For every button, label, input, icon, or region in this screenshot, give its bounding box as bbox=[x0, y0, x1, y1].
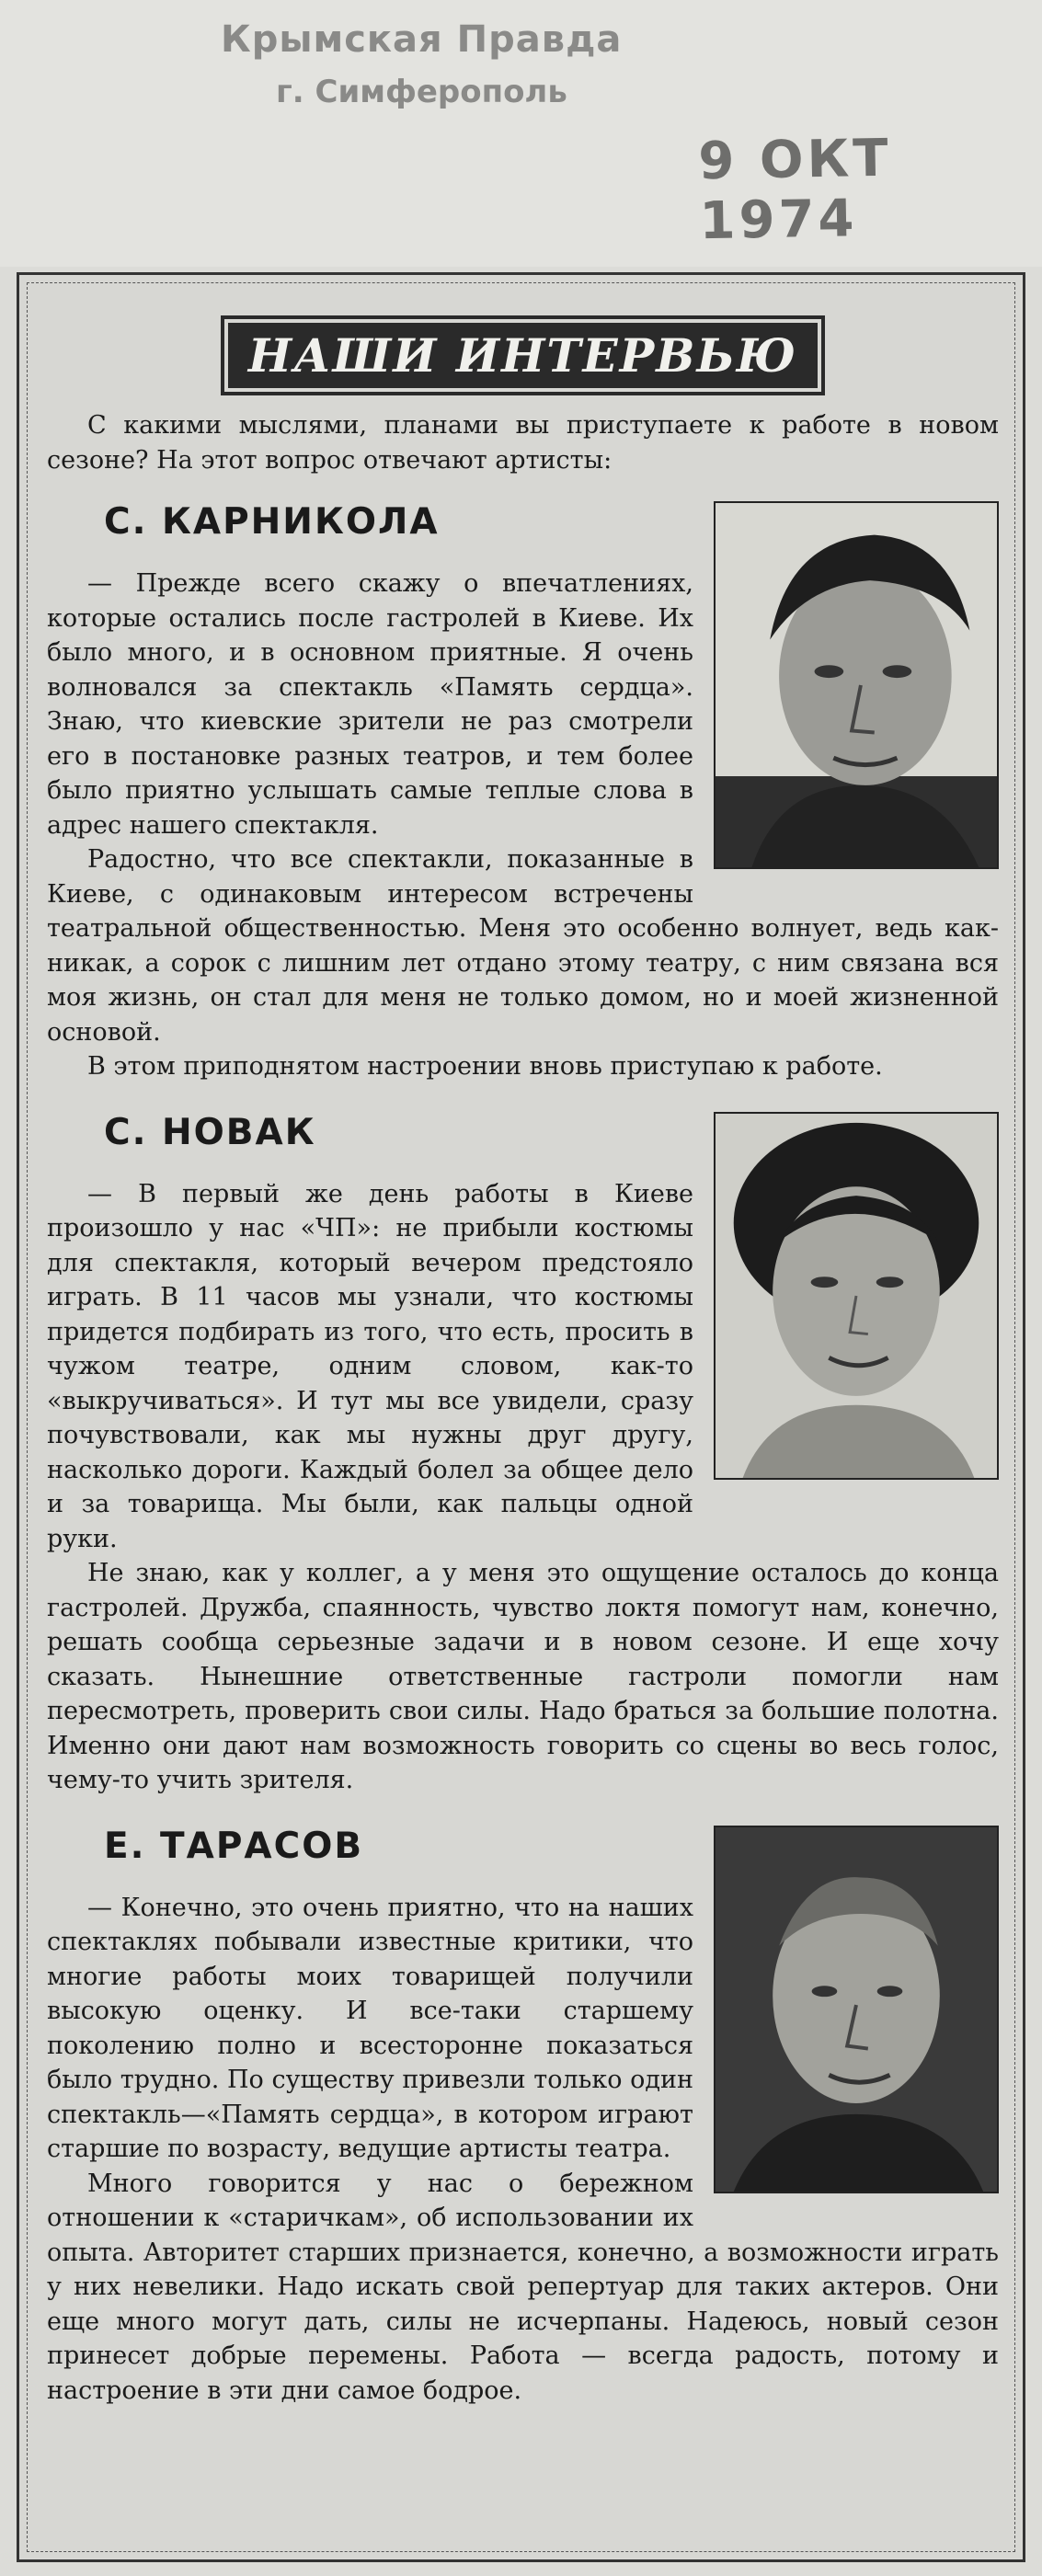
article-heading: НАШИ ИНТЕРВЬЮ bbox=[228, 323, 818, 388]
portrait-photo bbox=[714, 501, 999, 869]
stamp-newspaper-name: Крымская Правда bbox=[221, 18, 623, 61]
interview-paragraph: — Прежде всего скажу о впечатлениях, которые остались после гастролей в Киеве. Их было много, и в основном приятные. Я очень волновался за спектакль «Память сердца». Знаю, что киевские зрители не раз смотрели его в постановке разных театров, и тем более было приятно услышать самые теплые слова в адрес нашего спектакля. bbox=[47, 569, 693, 840]
interview-paragraph: — Конечно, это очень приятно, что на наших спектаклях побывали известные критики, что многие работы моих товарищей получили высокую оценку. И все-таки старшему поколению полно и всесторонне показаться было трудно. По существу привезли только один спектакль—«Память сердца», в котором играют старшие по возрасту, ведущие артисты театра. bbox=[47, 1893, 693, 2163]
archive-stamp bbox=[0, 0, 1042, 267]
interview-novak bbox=[47, 1112, 999, 1798]
interviewee-name: С. КАРНИКОЛА bbox=[104, 501, 440, 543]
portrait-photo bbox=[714, 1826, 999, 2193]
interview-karnikola bbox=[47, 501, 999, 1084]
stamp-date: 9 ОКТ 1974 bbox=[697, 128, 893, 252]
interviewee-name: С. НОВАК bbox=[104, 1111, 316, 1153]
interview-paragraph: Радостно, что все спектакли, показанные в Киеве, с одинаковым интересом встречены театральной общественностью. Меня это особенно волнует, ведь как-никак, а сорок с лишним лет отдано этому театру, с ним связана вся моя жизнь, он стал для меня не только домом, но и моей жизненной основой. bbox=[47, 845, 999, 1047]
interview-paragraph: Много говорится у нас о бережном отношении к «старичкам», об использовании их опыта. Авторитет старших признается, конечно, а возможности играть у них невелики. Надо искать свой репертуар для таких актеров. Они еще много могут дать, силы не исчерпаны. Надеюсь, новый сезон принесет добрые перемены. Работа — всегда радость, потому и настроение в эти дни самое бодрое. bbox=[47, 2169, 999, 2405]
interview-paragraph: В этом приподнятом настроении вновь приступаю к работе. bbox=[87, 1052, 883, 1081]
portrait-photo bbox=[714, 1112, 999, 1480]
heading-wrap bbox=[47, 323, 999, 388]
article-intro: С какими мыслями, планами вы приступаете к работе в новом сезоне? На этот вопрос отвечают артисты: bbox=[47, 411, 999, 475]
stamp-city: г. Симферополь bbox=[276, 74, 567, 110]
interviewee-name: Е. ТАРАСОВ bbox=[104, 1825, 364, 1867]
article bbox=[47, 323, 999, 2435]
newspaper-clipping bbox=[17, 272, 1025, 2562]
interview-paragraph: — В первый же день работы в Киеве произошло у нас «ЧП»: не прибыли костюмы для спектакля, который вечером предстояло играть. В 11 часов мы узнали, что костюмы придется подбирать из того, что есть, просить в чужом театре, одним словом, как-то «выкручиваться». И тут мы все увидели, сразу почувствовали, как мы нужны друг другу, насколько дороги. Каждый болел за общее дело и за товарища. Мы были, как пальцы одной руки. bbox=[47, 1179, 693, 1553]
interview-tarasov bbox=[47, 1826, 999, 2409]
interview-paragraph: Не знаю, как у коллег, а у меня это ощущение осталось до конца гастролей. Дружба, спаянность, чувство локтя помогут нам, конечно, решать сообща серьезные задачи и в новом сезоне. И еще хочу сказать. Нынешние ответственные гастроли помогли нам пересмотреть, проверить свои силы. Надо браться за большие полотна. Именно они дают нам возможность говорить со сцены во весь голос, чему-то учить зрителя. bbox=[47, 1559, 999, 1794]
